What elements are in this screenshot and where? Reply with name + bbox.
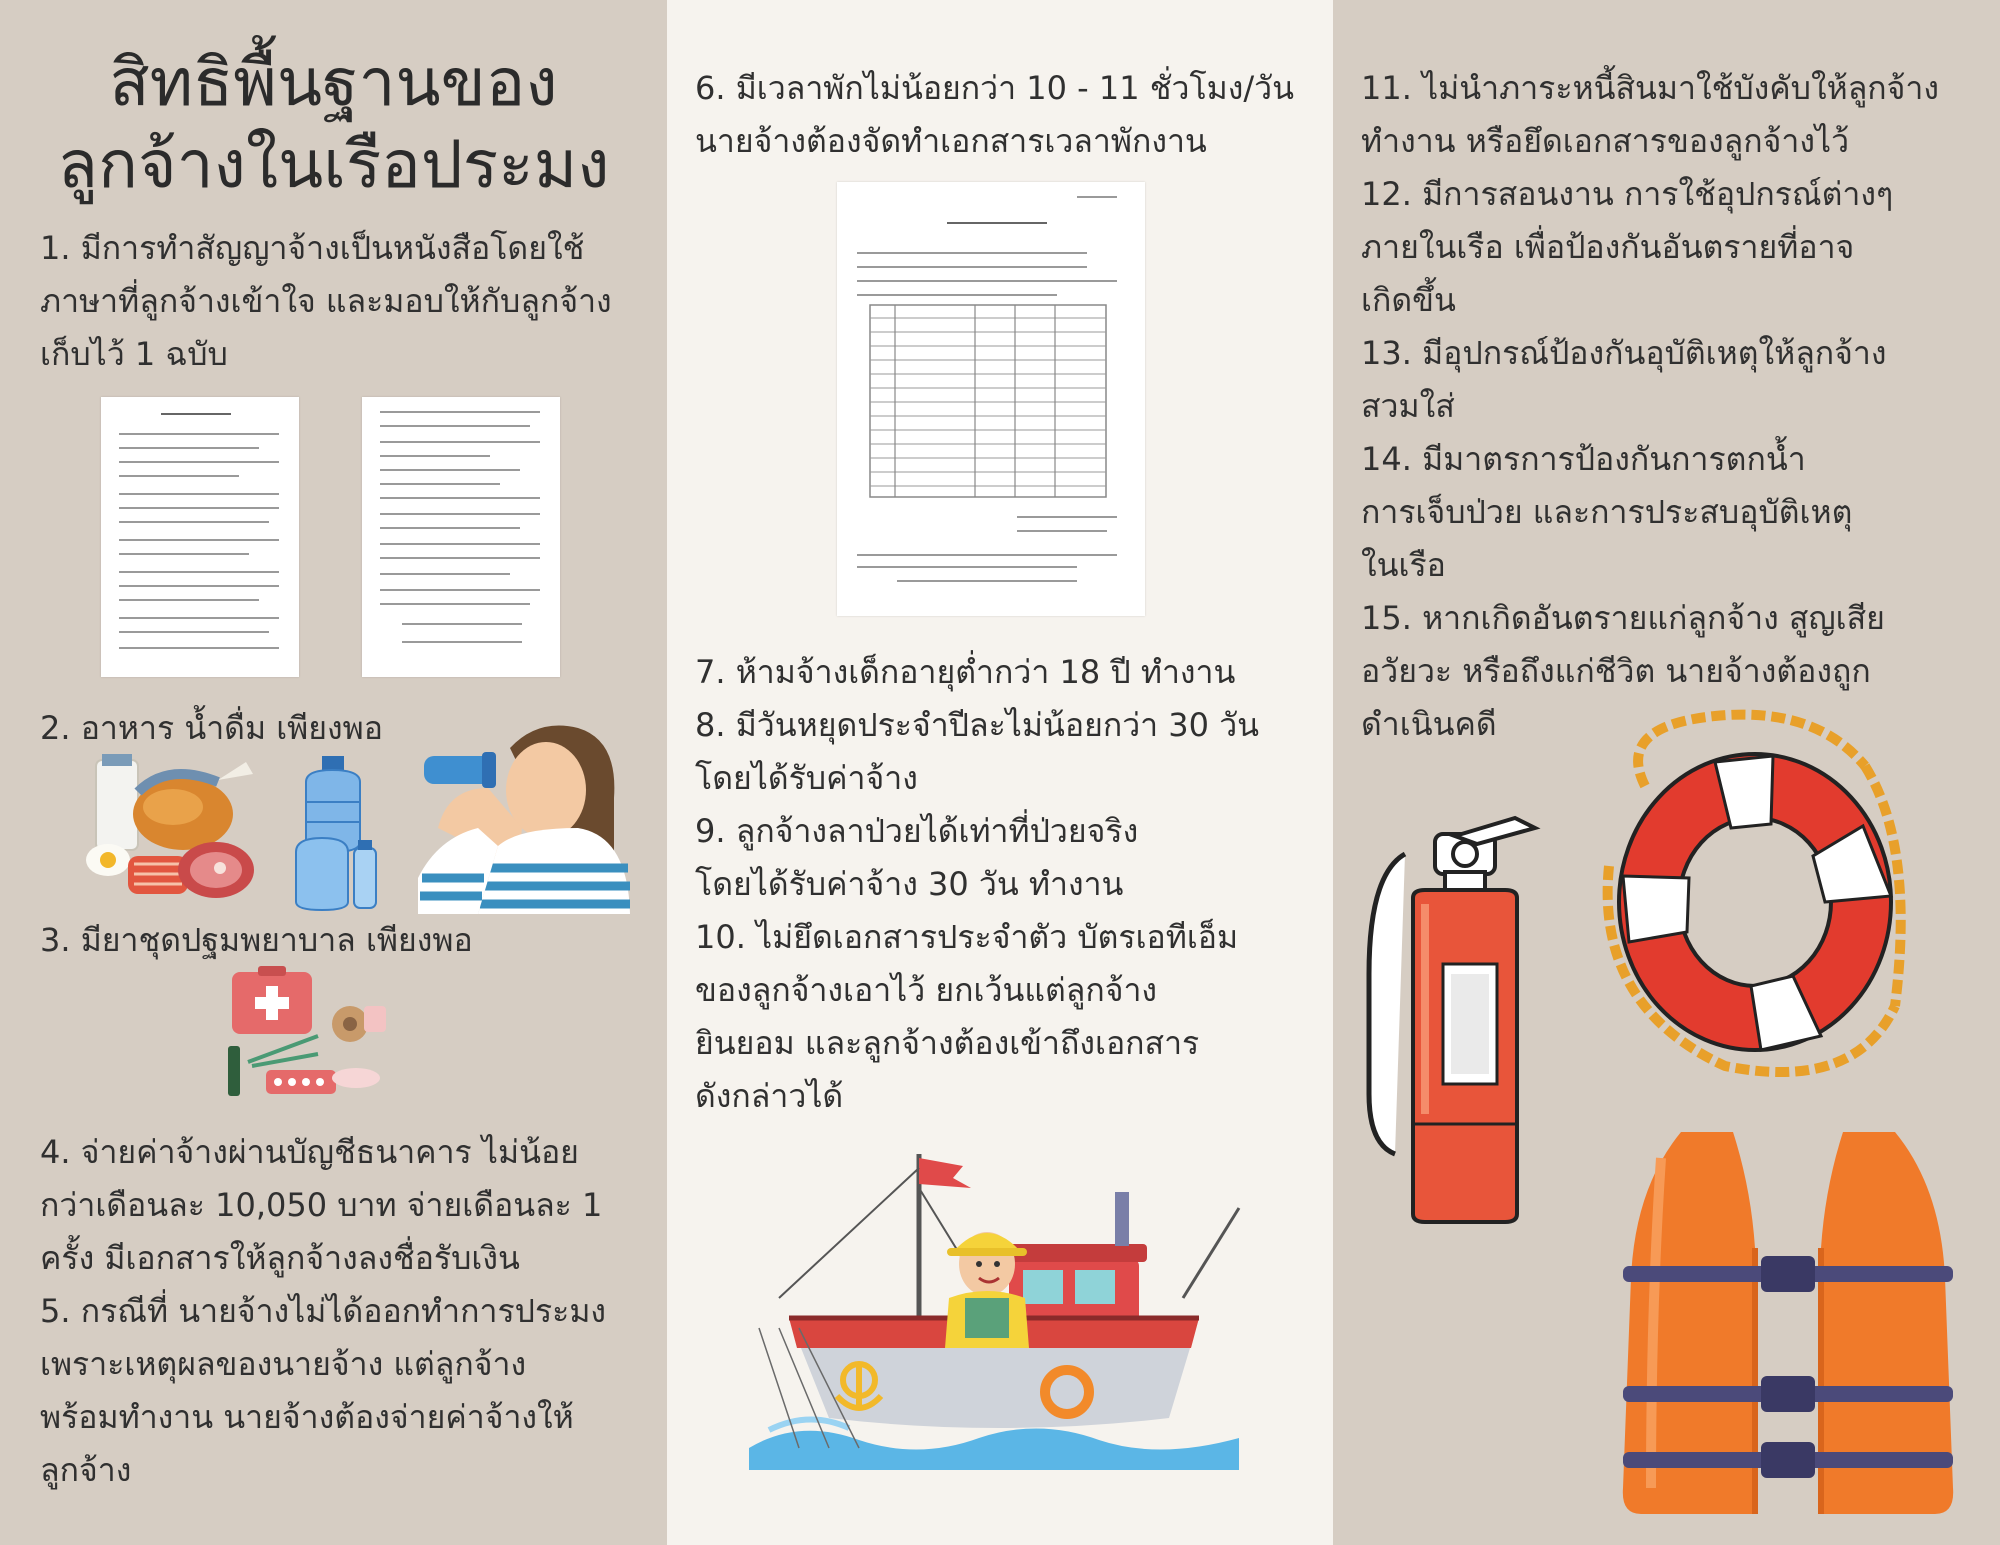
timesheet-table <box>869 304 1109 500</box>
title-line: ลูกจ้างในเรือประมง <box>57 126 610 203</box>
text-line: ดังกล่าวได้ <box>695 1077 844 1115</box>
text-line: ภาษาที่ลูกจ้างเข้าใจ และมอบให้กับลูกจ้าง <box>40 282 612 320</box>
item-12 <box>1361 168 1893 327</box>
center-panel <box>667 0 1333 1545</box>
text-line: การเจ็บป่วย และการประสบอุบัติเหตุ <box>1361 493 1853 531</box>
item-10 <box>695 911 1238 1123</box>
text-line: 3. มียาชุดปฐมพยาบาล เพียงพอ <box>40 921 473 959</box>
item-5 <box>40 1285 606 1497</box>
item-9 <box>695 805 1138 911</box>
text-line: 14. มีมาตรการป้องกันการตกน้ำ <box>1361 440 1806 478</box>
food-icon <box>68 752 268 912</box>
right-panel <box>1333 0 2000 1545</box>
item-13 <box>1361 327 1887 433</box>
text-line: ในเรือ <box>1361 546 1446 584</box>
text-line: 7. ห้ามจ้างเด็กอายุต่ำกว่า 18 ปี ทำงาน <box>695 653 1236 691</box>
fire-extinguisher-icon <box>1365 814 1555 1224</box>
water-bottle-icon <box>292 752 402 912</box>
item-4 <box>40 1126 602 1285</box>
contract-document-icon <box>362 397 560 677</box>
drinking-person-icon <box>418 718 636 914</box>
text-line: 12. มีการสอนงาน การใช้อุปกรณ์ต่างๆ <box>1361 175 1894 213</box>
first-aid-kit-icon <box>222 966 392 1106</box>
text-line: ภายในเรือ เพื่อป้องกันอันตรายที่อาจ <box>1361 228 1855 266</box>
text-line: อวัยวะ หรือถึงแก่ชีวิต นายจ้างต้องถูก <box>1361 652 1871 690</box>
text-line: 6. มีเวลาพักไม่น้อยกว่า 10 - 11 ชั่วโมง/วัน <box>695 69 1294 107</box>
title-line: สิทธิพื้นฐานของ <box>109 44 558 121</box>
text-line: สวมใส่ <box>1361 387 1455 425</box>
item-2 <box>40 702 383 755</box>
text-line: เก็บไว้ 1 ฉบับ <box>40 335 228 373</box>
text-line: 9. ลูกจ้างลาป่วยได้เท่าที่ป่วยจริง <box>695 812 1139 850</box>
life-vest-icon <box>1621 1128 1955 1514</box>
text-line: 11. ไม่นำภาระหนี้สินมาใช้บังคับให้ลูกจ้าง <box>1361 69 1940 107</box>
timesheet-document-icon <box>837 182 1145 616</box>
text-line: ทำงาน หรือยึดเอกสารของลูกจ้างไว้ <box>1361 122 1850 160</box>
text-line: 4. จ่ายค่าจ้างผ่านบัญชีธนาคาร ไม่น้อย <box>40 1133 579 1171</box>
text-line: พร้อมทำงาน นายจ้างต้องจ่ายค่าจ้างให้ <box>40 1398 574 1436</box>
item-7 <box>695 646 1235 699</box>
text-line: 5. กรณีที่ นายจ้างไม่ได้ออกทำการประมง <box>40 1292 607 1330</box>
text-line: เพราะเหตุผลของนายจ้าง แต่ลูกจ้าง <box>40 1345 527 1383</box>
item-3 <box>40 914 473 967</box>
text-line: 13. มีอุปกรณ์ป้องกันอุบัติเหตุให้ลูกจ้าง <box>1361 334 1887 372</box>
text-line: โดยได้รับค่าจ้าง 30 วัน ทำงาน <box>695 865 1124 903</box>
fishing-boat-icon <box>739 1148 1259 1470</box>
text-line: 2. อาหาร น้ำดื่ม เพียงพอ <box>40 709 383 747</box>
item-8 <box>695 699 1259 805</box>
page-title <box>20 42 647 206</box>
item-6 <box>695 62 1294 168</box>
text-line: กว่าเดือนละ 10,050 บาท จ่ายเดือนละ 1 <box>40 1186 603 1224</box>
item-11 <box>1361 62 1939 168</box>
lifebuoy-icon <box>1595 706 1913 1092</box>
text-line: ครั้ง มีเอกสารให้ลูกจ้างลงชื่อรับเงิน <box>40 1239 520 1277</box>
text-line: ดำเนินคดี <box>1361 705 1497 743</box>
text-line: 15. หากเกิดอันตรายแก่ลูกจ้าง สูญเสีย <box>1361 599 1885 637</box>
text-line: 1. มีการทำสัญญาจ้างเป็นหนังสือโดยใช้ <box>40 229 585 267</box>
item-14 <box>1361 433 1852 592</box>
text-line: นายจ้างต้องจัดทำเอกสารเวลาพักงาน <box>695 122 1207 160</box>
text-line: 8. มีวันหยุดประจำปีละไม่น้อยกว่า 30 วัน <box>695 706 1260 744</box>
right-item-1 <box>40 222 612 381</box>
text-line: ของลูกจ้างเอาไว้ ยกเว้นแต่ลูกจ้าง <box>695 971 1158 1009</box>
left-panel <box>0 0 667 1545</box>
text-line: เกิดขึ้น <box>1361 281 1456 319</box>
text-line: ลูกจ้าง <box>40 1451 132 1489</box>
contract-document-icon <box>101 397 299 677</box>
text-line: 10. ไม่ยึดเอกสารประจำตัว บัตรเอทีเอ็ม <box>695 918 1239 956</box>
text-line: ยินยอม และลูกจ้างต้องเข้าถึงเอกสาร <box>695 1024 1200 1062</box>
text-line: โดยได้รับค่าจ้าง <box>695 759 918 797</box>
